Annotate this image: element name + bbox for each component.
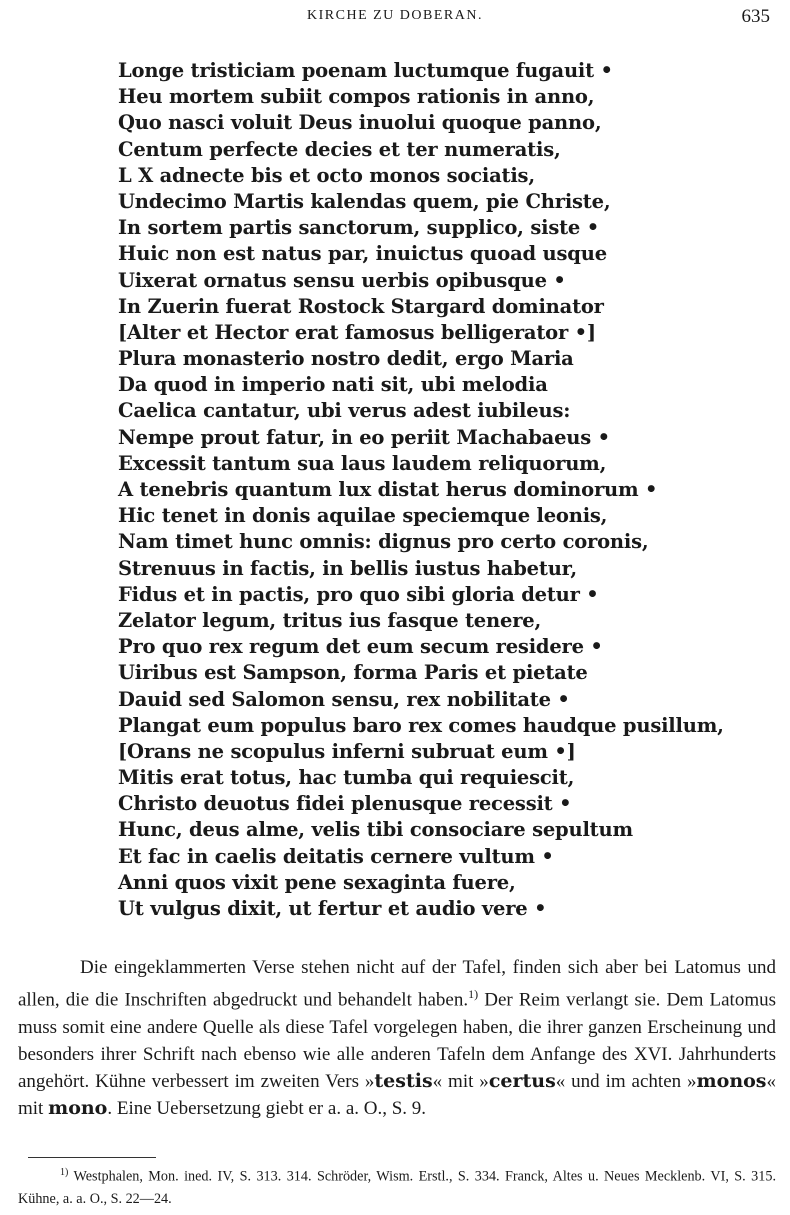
verse-line: Anni quos vixit pene sexaginta fuere, [118,870,516,894]
verse-line: In Zuerin fuerat Rostock Stargard dominator [118,294,604,318]
verse-line: Nempe prout fatur, in eo periit Machabaeus • [118,425,610,449]
verse-line: Christo deuotus fidei plenusque recessit • [118,792,572,816]
verse-line: Plangat eum populus baro rex comes haudque pusillum, [118,713,724,737]
verse-line: Zelator legum, tritus ius fasque tenere, [118,608,542,632]
running-header [0,6,790,34]
verse-line: [Alter et Hector erat famosus belligerator •] [118,320,596,344]
verse-line: Huic non est natus par, inuictus quoad usque [118,242,607,266]
verse-line: Quo nasci voluit Deus inuolui quoque panno, [118,111,602,135]
verse-line: In sortem partis sanctorum, supplico, siste • [118,216,599,240]
blackletter-word: testis [374,1070,433,1093]
blackletter-word: monos [696,1070,767,1093]
verse-line: Et fac in caelis deitatis cernere vultum • [118,844,554,868]
prose-text: . Eine Uebersetzung giebt er a. a. O., S. 9. [107,1098,427,1120]
verse-line: Caelica cantatur, ubi verus adest iubileus: [118,399,571,423]
verse-line: Hunc, deus alme, velis tibi consociare sepultum [118,818,633,842]
blackletter-word: mono [48,1097,108,1120]
verse-line: Fidus et in pactis, pro quo sibi gloria detur • [118,582,599,606]
inscription-verses [118,58,778,922]
footnote-reference: 1) [468,987,479,1002]
verse-line: Excessit tantum sua laus laudem reliquorum, [118,451,607,475]
verse-line: Plura monasterio nostro dedit, ergo Maria [118,347,574,371]
verse-line: Centum perfecte decies et ter numeratis, [118,137,561,161]
blackletter-word: certus [488,1070,556,1093]
prose-text: « und im achten » [555,1071,697,1093]
verse-line: A tenebris quantum lux distat herus dominorum • [118,478,658,501]
verse-line: Strenuus in factis, in bellis iustus habetur, [118,556,577,580]
running-title: KIRCHE ZU DOBERAN. [307,8,483,23]
prose-text: « mit » [432,1071,489,1093]
footnote-divider [28,1157,156,1158]
verse-line: Undecimo Martis kalendas quem, pie Christe, [118,189,611,213]
verse-line: L X adnecte bis et octo monos sociatis, [118,163,535,187]
verse-line: Longe tristiciam poenam luctumque fugauit • [118,59,613,82]
verse-line: [Orans ne scopulus inferni subruat eum •] [118,739,576,763]
verse-line: Hic tenet in donis aquilae speciemque leonis, [118,504,608,528]
page-number: 635 [741,6,770,27]
footnote [18,1162,776,1210]
verse-line: Heu mortem subiit compos rationis in anno, [118,85,595,109]
verse-line: Mitis erat totus, hac tumba qui requiescit, [118,766,575,790]
verse-line: Dauid sed Salomon sensu, rex nobilitate • [118,687,570,711]
verse-line: Pro quo rex regum det eum secum residere • [118,635,603,659]
footnote-text: Westphalen, Mon. ined. IV, S. 313. 314. Schröder, Wism. Erstl., S. 334. Franck, Altes u. Neues Mecklenb. VI, S. 315. Kühne, a. a. O., S. 22—24. [18,1168,776,1207]
footnote-paragraph [18,1162,776,1210]
verse-line: Nam timet hunc omnis: dignus pro certo coronis, [118,530,649,554]
verse-line: Da quod in imperio nati sit, ubi melodia [118,373,548,397]
prose-text: Der Reim verlangt sie. Dem Latomus muss somit eine andere Quelle als diese Tafel vorgelegen haben, die ihrer ganzen Erscheinung und besonders ihrer Schrift nach ebenso wie alle anderen Tafeln dem Anfange des XVI. Jahrhunderts angehört. Kühne verbessert im zweiten Vers » [18,989,776,1093]
prose-text: « mit [18,1071,777,1120]
paragraph [18,954,776,1123]
verse-line: Uixerat ornatus sensu uerbis opibusque • [118,268,566,292]
verse-line: Ut vulgus dixit, ut fertur et audio vere • [118,897,547,920]
prose-text: Die eingeklammerten Verse stehen nicht auf der Tafel, finden sich aber bei Latomus und allen, die die Inschriften abgedruckt und behandelt haben. [18,957,776,1011]
verse-line: Uiribus est Sampson, forma Paris et pietate [118,661,588,685]
body-paragraph [18,954,776,1123]
footnote-mark: 1) [60,1167,69,1178]
